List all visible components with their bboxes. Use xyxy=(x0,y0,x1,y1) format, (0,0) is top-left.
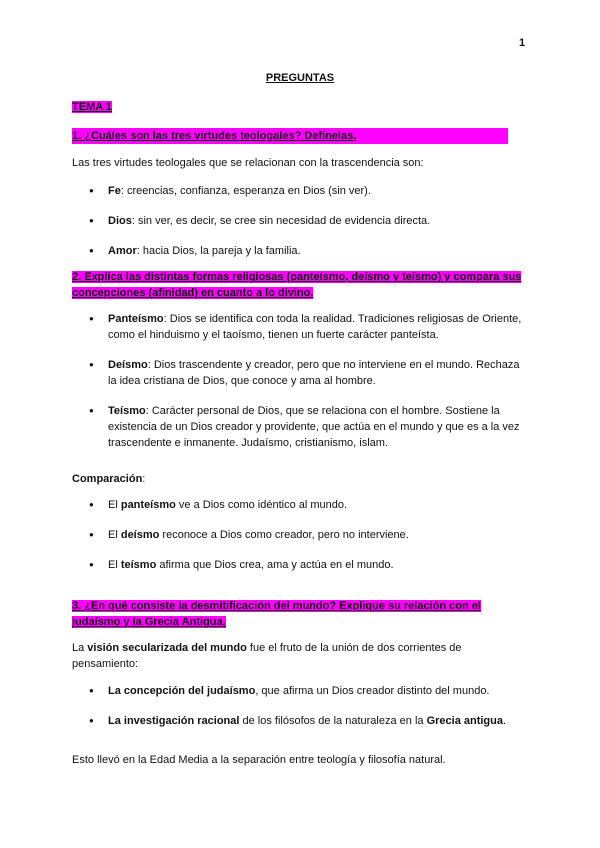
question-1-intro: Las tres virtudes teologales que se relacionan con la trascendencia son: xyxy=(72,157,424,169)
list-item xyxy=(89,497,529,513)
conclusion: Esto llevó en la Edad Media a la separación entre teología y filosofía natural. xyxy=(72,754,446,766)
comparison-label xyxy=(72,471,528,487)
list-item-prefix: El xyxy=(108,499,121,511)
virtues-list xyxy=(89,183,529,259)
list-item-text: de los filósofos de la naturaleza en la xyxy=(239,715,427,727)
list-item-term: Deísmo xyxy=(108,359,148,371)
list-item xyxy=(89,213,529,229)
question-3-heading-text: 3. ¿En qué consiste la desmitificación del mundo? Explique su relación con el judaísmo y la Grecia Antigua. xyxy=(72,600,481,628)
list-item-text: reconoce a Dios como creador, pero no interviene. xyxy=(159,529,409,541)
list-item xyxy=(89,713,529,729)
list-item-term: Amor xyxy=(108,245,137,257)
list-item-term: La investigación racional xyxy=(108,715,240,727)
currents-list xyxy=(89,683,529,729)
list-item-term: Panteísmo xyxy=(108,313,164,325)
list-item-term: deísmo xyxy=(120,529,160,541)
list-item-term: teísmo xyxy=(120,559,157,571)
list-item-text: : hacia Dios, la pareja y la familia. xyxy=(136,245,301,257)
list-item xyxy=(89,243,529,259)
list-item-text: : sin ver, es decir, se cree sin necesidad de evidencia directa. xyxy=(131,215,431,227)
list-item xyxy=(89,357,529,389)
list-item-suffix: . xyxy=(502,715,507,727)
list-item xyxy=(89,557,529,573)
comparison-label-colon: : xyxy=(142,473,146,485)
question-3-intro xyxy=(72,640,528,672)
list-item-term: La concepción del judaísmo xyxy=(108,685,256,697)
list-item-term-2: Grecia antigua xyxy=(426,715,503,727)
question-3-heading xyxy=(72,598,528,630)
list-item xyxy=(89,527,529,543)
list-item-text: : Carácter personal de Dios, que se relaciona con el hombre. Sostiene la existencia de un Dios creador y providente, que actúa en el mundo y que es a la vez trascendente e inmanente. Judaísmo, cristianismo, islam. xyxy=(108,405,520,449)
list-item-term: Fe xyxy=(108,185,121,197)
intro-bold: visión secularizada del mundo xyxy=(87,642,247,654)
intro-text: fue el fruto de la unión de dos corrientes de pensamiento: xyxy=(72,642,462,670)
list-item-prefix: El xyxy=(108,559,121,571)
page-number: 1 xyxy=(519,37,526,49)
list-item xyxy=(89,683,529,699)
intro-prefix: La xyxy=(72,642,88,654)
list-item-prefix: El xyxy=(108,529,121,541)
list-item xyxy=(89,311,529,343)
list-item-text: , que afirma un Dios creador distinto del mundo. xyxy=(255,685,490,697)
religious-forms-list xyxy=(89,311,529,451)
question-1-heading xyxy=(72,128,528,144)
list-item-term: Dios xyxy=(108,215,132,227)
page-title: PREGUNTAS xyxy=(265,72,335,84)
list-item-text: afirma que Dios crea, ama y actúa en el mundo. xyxy=(156,559,394,571)
list-item-text: : Dios se identifica con toda la realidad. Tradiciones religiosas de Oriente, como el hinduismo y el taoísmo, tienen un fuerte carácter panteísta. xyxy=(108,313,522,341)
list-item-term: Teísmo xyxy=(108,405,146,417)
section-label-text: TEMA 1 xyxy=(72,101,112,113)
list-item-term: panteísmo xyxy=(120,499,176,511)
list-item xyxy=(89,403,529,451)
question-2-heading xyxy=(72,269,528,301)
list-item xyxy=(89,183,529,199)
list-item-text: : Dios trascendente y creador, pero que no interviene en el mundo. Rechaza la idea cristiana de Dios, que conoce y ama al hombre. xyxy=(108,359,520,387)
question-1-heading-text: 1. ¿Cuáles son las tres virtudes teologales? Defínelas. xyxy=(72,128,508,144)
section-label xyxy=(72,101,112,113)
list-item-text: : creencias, confianza, esperanza en Dios (sin ver). xyxy=(120,185,371,197)
comparison-list xyxy=(89,497,529,573)
comparison-label-text: Comparación xyxy=(72,473,143,485)
question-2-heading-text: 2. Explica las distintas formas religiosas (panteísmo, deísmo y teísmo) y compara sus concepciones (afinidad) en cuanto a lo divino. xyxy=(72,271,522,299)
list-item-text: ve a Dios como idéntico al mundo. xyxy=(175,499,348,511)
